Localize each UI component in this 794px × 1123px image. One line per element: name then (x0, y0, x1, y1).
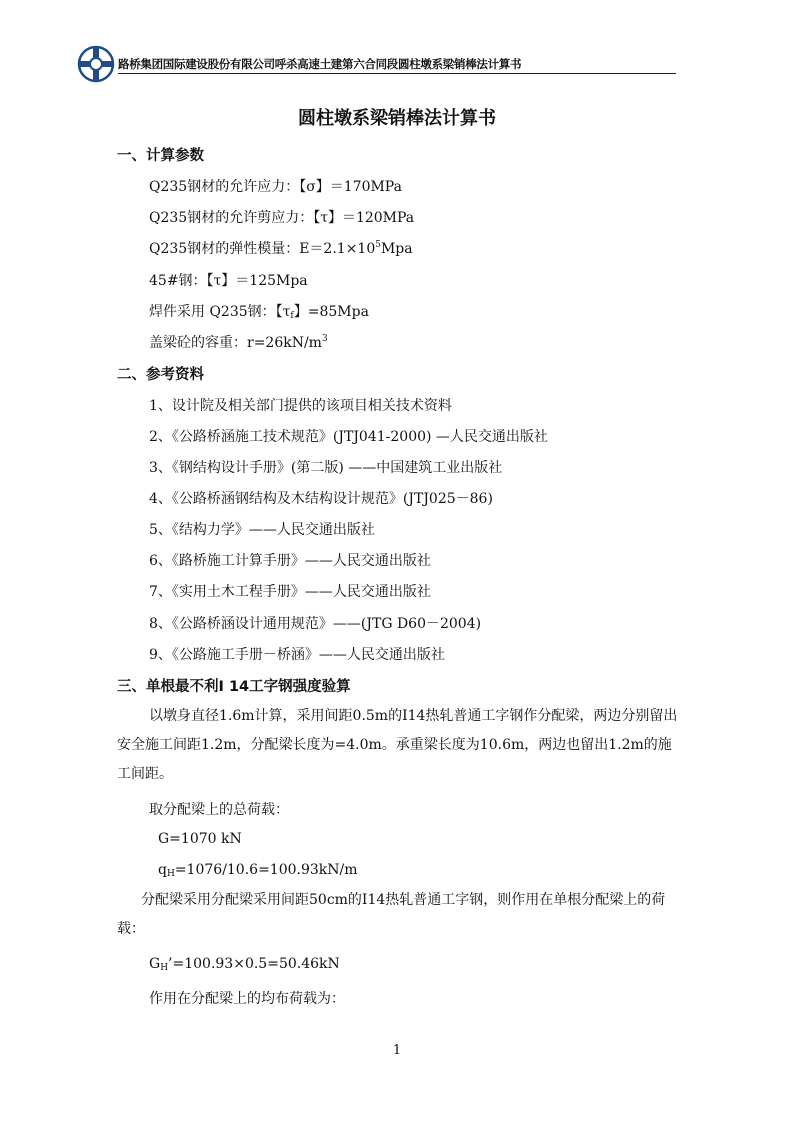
company-logo-icon (76, 44, 116, 84)
document-title: 圆柱墩系梁销棒法计算书 (298, 108, 496, 129)
body-paragraph-beam-layout: 以墩身直径1.6m计算，采用间距0.5m的I14热轧普通工字钢作分配梁，两边分别留出安全施工间距1.2m，分配梁长度为=4.0m。承重梁长度为10.6m，两边也留出1.2m的施工间距。 (117, 708, 678, 782)
reference-item: 1、设计院及相关部门提供的该项目相关技术资料 (149, 398, 452, 414)
header-rule (118, 73, 676, 74)
param-weld: 焊件采用 Q235钢：【$\tau_f$】=85Mpa (149, 304, 369, 321)
param-elastic-modulus: Q235钢材的弹性模量：$E=2.1\times 10^5Mpa$ (149, 240, 413, 257)
param-45-steel: 45#钢：【τ】＝125Mpa (149, 273, 308, 289)
formula-single-beam-load: $G_H’=100.93\times 0.5=50.46kN$ (149, 956, 340, 973)
reference-item: 5、《结构力学》——人民交通出版社 (149, 522, 375, 538)
param-concrete-density: 盖梁砼的容重：$r=26kN/m^3$ (149, 334, 328, 351)
reference-item: 3、《钢结构设计手册》(第二版) ——中国建筑工业出版社 (149, 460, 503, 476)
page-header (76, 44, 676, 90)
reference-item: 6、《路桥施工计算手册》——人民交通出版社 (149, 553, 431, 569)
param-allowable-stress: Q235钢材的允许应力：【σ】＝170MPa (149, 179, 402, 195)
page-number: 1 (392, 1043, 402, 1058)
header-org-text: 路桥集团国际建设股份有限公司呼杀高速土建第六合同段圆柱墩系梁销棒法计算书 (118, 57, 522, 71)
reference-item: 2、《公路桥涵施工技术规范》(JTJ041-2000) —人民交通出版社 (149, 429, 548, 445)
reference-item: 7、《实用土木工程手册》——人民交通出版社 (149, 584, 431, 600)
formula-total-load: G=1070 kN (158, 831, 242, 847)
section-heading-check: 三、单根最不利Ⅰ 14工字钢强度验算 (117, 679, 351, 695)
body-distributed-load-label: 作用在分配梁上的均布荷载为： (149, 991, 345, 1007)
reference-item: 4、《公路桥涵钢结构及木结构设计规范》(JTJ025－86) (149, 491, 493, 507)
body-total-load-label: 取分配梁上的总荷载： (149, 802, 289, 818)
param-allowable-shear: Q235钢材的允许剪应力：【τ】＝120MPa (149, 210, 415, 226)
reference-item: 9、《公路施工手册－桥涵》——人民交通出版社 (149, 647, 445, 663)
section-heading-refs: 二、参考资料 (117, 367, 204, 383)
reference-item: 8、《公路桥涵设计通用规范》——(JTG D60－2004) (149, 616, 482, 632)
body-paragraph-single-beam: 分配梁采用分配梁采用间距50cm的I14热轧普通工字钢，则作用在单根分配梁上的荷载： (117, 892, 666, 937)
formula-line-load: $q_H=1076/10.6=100.93kN/m$ (158, 862, 358, 879)
section-heading-params: 一、计算参数 (117, 148, 204, 164)
